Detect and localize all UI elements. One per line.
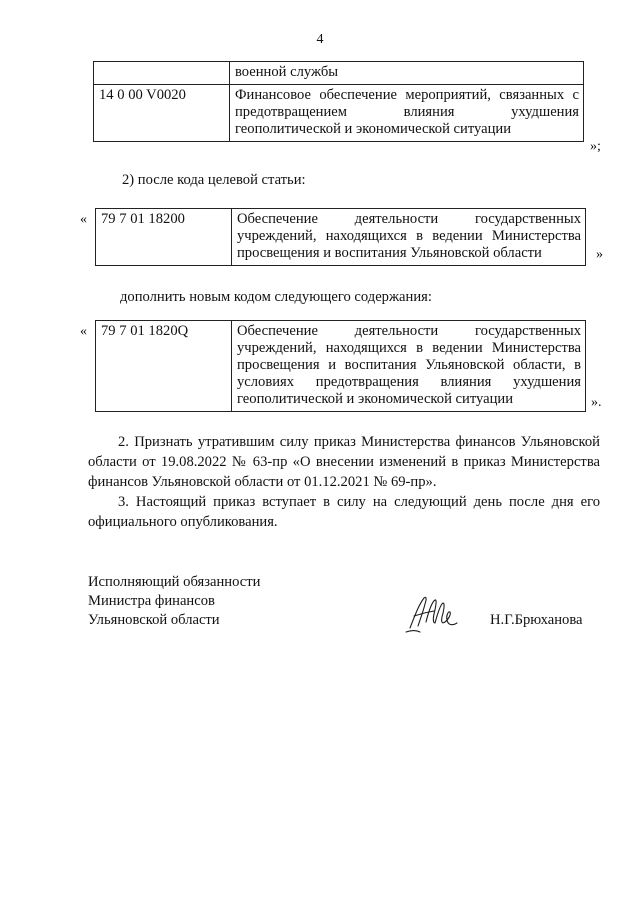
- description-cell: Финансовое обеспечение мероприятий, связанных с предотвращением влияния ухудшения геополитической и экономической ситуации: [230, 85, 584, 142]
- closing-quote: »;: [590, 139, 601, 154]
- item-2-intro: 2) после кода целевой статьи:: [122, 172, 306, 188]
- new-code-table: [95, 320, 586, 412]
- existing-code-table: [95, 208, 586, 266]
- paragraph-3: 3. Настоящий приказ вступает в силу на следующий день после дня его официального опубликования.: [88, 494, 600, 530]
- signatory-title-line-1: Исполняющий обязанности: [88, 574, 261, 590]
- code-cell: 79 7 01 1820Q: [96, 321, 232, 412]
- table-row: [96, 321, 586, 412]
- signatory-title-line-2: Министра финансов: [88, 593, 215, 609]
- code-cell: 14 0 00 V0020: [94, 85, 230, 142]
- handwritten-signature: [404, 592, 466, 638]
- description-cell: Обеспечение деятельности государственных учреждений, находящихся в ведении Министерства просвещения и воспитания Ульяновской области, в условиях предотвращения влияния ухудшения геополитической и экономической ситуации: [232, 321, 586, 412]
- budget-code-table-continued: [93, 61, 584, 142]
- code-cell: [94, 62, 230, 85]
- description-cell: Обеспечение деятельности государственных учреждений, находящихся в ведении Министерства просвещения и воспитания Ульяновской области: [232, 209, 586, 266]
- code-cell: 79 7 01 18200: [96, 209, 232, 266]
- signatory-name: Н.Г.Брюханова: [490, 612, 583, 628]
- closing-quote: ».: [591, 395, 602, 410]
- supplement-intro: дополнить новым кодом следующего содержания:: [120, 289, 432, 305]
- paragraph-2: 2. Признать утратившим силу приказ Министерства финансов Ульяновской области от 19.08.2022 № 63-пр «О внесении изменений в приказ Министерства финансов Ульяновской области от 01.12.2021 № 69-пр».: [88, 434, 600, 490]
- page-number: 4: [316, 32, 324, 47]
- description-cell: военной службы: [230, 62, 584, 85]
- table-row: [94, 85, 584, 142]
- opening-quote: «: [80, 324, 87, 339]
- opening-quote: «: [80, 212, 87, 227]
- table-row: [96, 209, 586, 266]
- table-row: [94, 62, 584, 85]
- signatory-title-line-3: Ульяновской области: [88, 612, 220, 628]
- closing-quote: »: [596, 247, 603, 262]
